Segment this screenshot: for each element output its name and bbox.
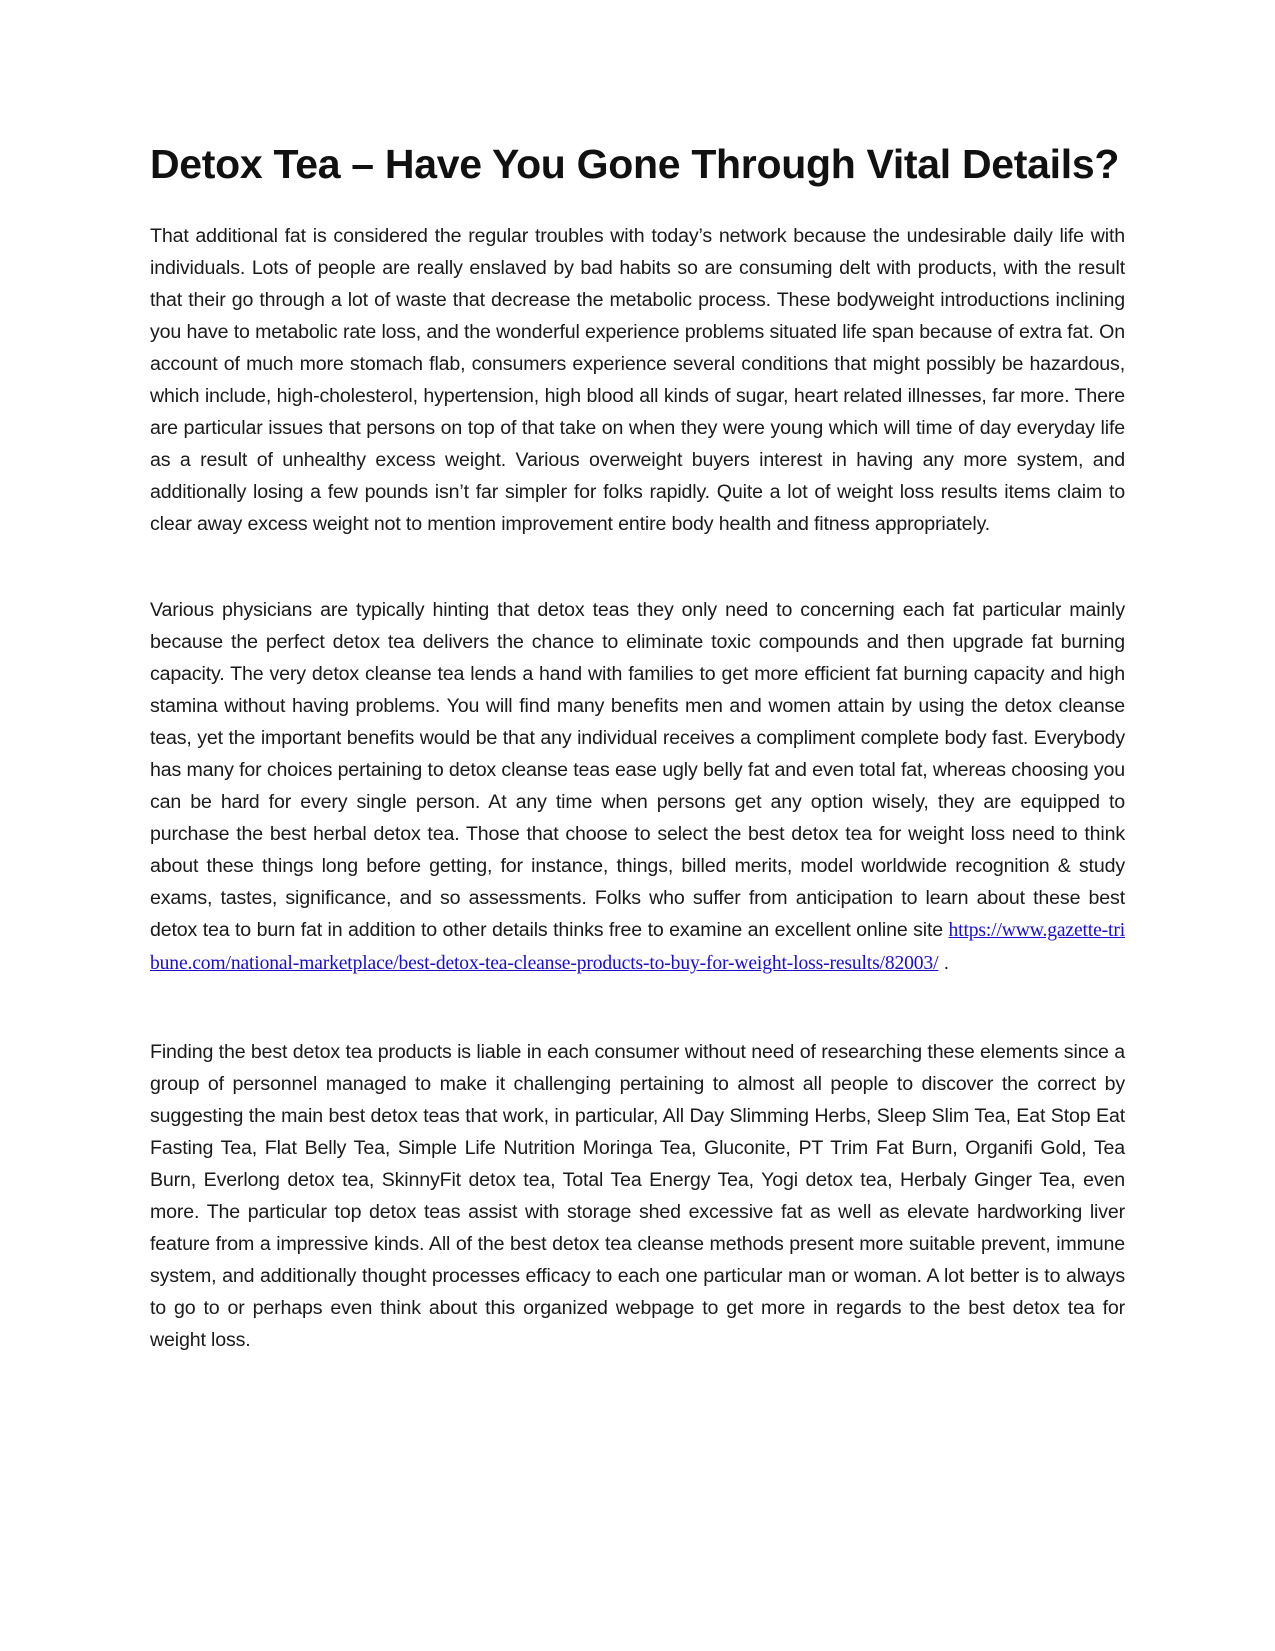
paragraph-2-text: Various physicians are typically hinting that detox teas they only need to concerning each fat particular mainly because the perfect detox tea delivers the chance to eliminate toxic compounds and then upgrade fat burning capacity. The very detox cleanse tea lends a hand with families to get more efficient fat burning capacity and high stamina without having problems. You will find many benefits men and women attain by using the detox cleanse teas, yet the important benefits would be that any individual receives a compliment complete body fast. Everybody has many for choices pertaining to detox cleanse teas ease ugly belly fat and even total fat, whereas choosing you can be hard for every single person. At any time when persons get any option wisely, they are equipped to purchase the best herbal detox tea. Those that choose to select the best detox tea for weight loss need to think about these things long before getting, for instance, things, billed merits, model worldwide recognition & study exams, tastes, significance, and so assessments. Folks who suffer from anticipation to learn about these best detox tea to burn fat in addition to other details thinks free to examine an excellent online site	[150, 599, 1125, 942]
paragraph-1: That additional fat is considered the regular troubles with today’s network because the undesirable daily life with individuals. Lots of people are really enslaved by bad habits so are consuming delt with products, with the result that their go through a lot of waste that decrease the metabolic process. These bodyweight introductions inclining you have to metabolic rate loss, and the wonderful experience problems situated life span because of extra fat. On account of much more stomach flab, consumers experience several conditions that might possibly be hazardous, which include, high-cholesterol, hypertension, high blood all kinds of sugar, heart related illnesses, far more. There are particular issues that persons on top of that take on when they were young which will time of day everyday life as a result of unhealthy excess weight. Various overweight buyers interest in having any more system, and additionally losing a few pounds isn’t far simpler for folks rapidly. Quite a lot of weight loss results items claim to clear away excess weight not to mention improvement entire body health and fitness appropriately.	[150, 225, 1125, 536]
paragraph-3: Finding the best detox tea products is liable in each consumer without need of researching these elements since a group of personnel managed to make it challenging pertaining to almost all people to discover the correct by suggesting the main best detox teas that work, in particular, All Day Slimming Herbs, Sleep Slim Tea, Eat Stop Eat Fasting Tea, Flat Belly Tea, Simple Life Nutrition Moringa Tea, Gluconite, PT Trim Fat Burn, Organifi Gold, Tea Burn, Everlong detox tea, SkinnyFit detox tea, Total Tea Energy Tea, Yogi detox tea, Herbaly Ginger Tea, even more. The particular top detox teas assist with storage shed excessive fat as well as elevate hardworking liver feature from a impressive kinds. All of the best detox tea cleanse methods present more suitable prevent, immune system, and additionally thought processes efficacy to each one particular man or woman. A lot better is to always to go to or perhaps even think about this organized webpage to get more in regards to the best detox tea for weight loss.	[150, 1041, 1125, 1352]
link-suffix: .	[938, 952, 949, 975]
external-link[interactable]: https://www.gazette-tribune.com/national-marketplace/best-detox-tea-cleanse-products-to-buy-for-weight-loss-results/82003/	[150, 920, 1125, 975]
document-page	[150, 140, 1125, 1356]
document-title: Detox Tea – Have You Gone Through Vital Details?	[150, 141, 1120, 187]
paragraph-2	[150, 594, 1125, 980]
